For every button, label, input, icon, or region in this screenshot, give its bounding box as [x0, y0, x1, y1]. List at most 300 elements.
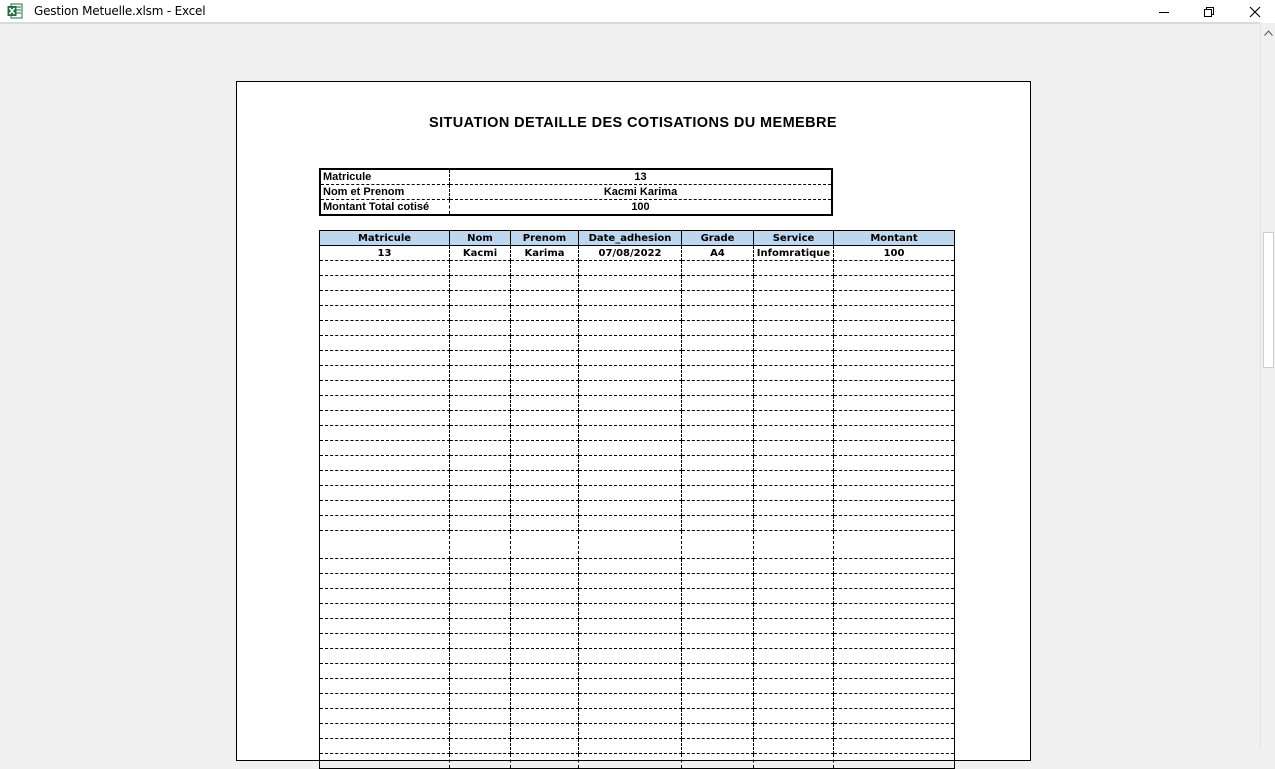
table-cell[interactable] [450, 276, 511, 291]
table-cell[interactable] [579, 531, 682, 559]
table-cell[interactable] [682, 709, 754, 724]
table-row [320, 471, 955, 486]
table-row [320, 619, 955, 634]
table-cell[interactable] [754, 649, 834, 664]
table-cell[interactable] [579, 589, 682, 604]
table-cell[interactable] [834, 261, 955, 276]
table-cell[interactable] [320, 754, 450, 769]
table-cell[interactable] [754, 441, 834, 456]
table-cell[interactable] [450, 754, 511, 769]
table-cell[interactable] [834, 366, 955, 381]
table-cell[interactable] [754, 366, 834, 381]
table-cell[interactable] [320, 411, 450, 426]
table-cell[interactable] [511, 634, 579, 649]
table-row [320, 709, 955, 724]
summary-value: 13 [450, 169, 833, 185]
table-cell[interactable] [834, 664, 955, 679]
table-cell[interactable] [834, 321, 955, 336]
table-cell[interactable] [450, 664, 511, 679]
table-cell[interactable] [450, 396, 511, 411]
table-cell[interactable] [834, 426, 955, 441]
table-cell[interactable] [579, 276, 682, 291]
table-cell[interactable]: 100 [834, 246, 955, 261]
table-cell[interactable] [320, 516, 450, 531]
table-cell[interactable] [450, 574, 511, 589]
table-cell[interactable] [511, 589, 579, 604]
table-row [320, 396, 955, 411]
table-cell[interactable] [834, 486, 955, 501]
table-cell[interactable] [450, 471, 511, 486]
table-cell[interactable] [834, 456, 955, 471]
table-cell[interactable] [754, 336, 834, 351]
table-cell[interactable] [579, 649, 682, 664]
table-row [320, 531, 955, 559]
table-cell[interactable] [834, 351, 955, 366]
table-cell[interactable] [320, 531, 450, 559]
table-row [320, 411, 955, 426]
table-cell[interactable] [320, 471, 450, 486]
table-cell[interactable] [834, 516, 955, 531]
table-row [320, 604, 955, 619]
table-cell[interactable] [450, 351, 511, 366]
table-cell[interactable] [754, 276, 834, 291]
vertical-scrollbar[interactable] [1260, 23, 1275, 749]
table-row [320, 516, 955, 531]
table-cell[interactable] [320, 261, 450, 276]
table-cell[interactable] [754, 724, 834, 739]
table-cell[interactable] [511, 336, 579, 351]
table-row [320, 426, 955, 441]
table-cell[interactable] [834, 381, 955, 396]
table-row [320, 486, 955, 501]
table-cell[interactable] [579, 441, 682, 456]
table-cell[interactable] [579, 501, 682, 516]
table-cell[interactable] [754, 604, 834, 619]
summary-row [320, 185, 832, 200]
table-row [320, 351, 955, 366]
table-cell[interactable]: Karima [511, 246, 579, 261]
summary-label: Matricule [320, 169, 450, 185]
table-cell[interactable] [682, 739, 754, 754]
table-cell[interactable] [320, 664, 450, 679]
table-cell[interactable] [511, 501, 579, 516]
table-cell[interactable] [682, 471, 754, 486]
table-row [320, 649, 955, 664]
table-cell[interactable] [320, 589, 450, 604]
restore-button[interactable] [1186, 0, 1232, 23]
table-cell[interactable] [579, 486, 682, 501]
table-cell[interactable] [450, 531, 511, 559]
print-preview-page [236, 81, 1031, 761]
table-cell[interactable] [320, 381, 450, 396]
table-cell[interactable] [579, 411, 682, 426]
table-cell[interactable] [511, 559, 579, 574]
table-cell[interactable] [834, 291, 955, 306]
column-header: Grade [682, 231, 754, 246]
table-cell[interactable] [754, 396, 834, 411]
table-cell[interactable] [579, 351, 682, 366]
table-cell[interactable] [579, 634, 682, 649]
table-cell[interactable] [511, 471, 579, 486]
table-cell[interactable] [682, 754, 754, 769]
table-cell[interactable] [834, 306, 955, 321]
table-cell[interactable] [579, 516, 682, 531]
table-cell[interactable] [682, 351, 754, 366]
table-cell[interactable]: 13 [320, 246, 450, 261]
table-cell[interactable] [754, 261, 834, 276]
table-cell[interactable] [511, 486, 579, 501]
table-cell[interactable] [320, 559, 450, 574]
table-cell[interactable]: Infomratique [754, 246, 834, 261]
table-cell[interactable] [579, 321, 682, 336]
table-cell[interactable] [579, 366, 682, 381]
table-cell[interactable] [754, 739, 834, 754]
table-cell[interactable] [320, 441, 450, 456]
table-cell[interactable] [320, 574, 450, 589]
table-cell[interactable] [682, 456, 754, 471]
table-cell[interactable] [682, 619, 754, 634]
table-cell[interactable] [682, 306, 754, 321]
table-cell[interactable] [511, 381, 579, 396]
table-cell[interactable] [320, 694, 450, 709]
table-cell[interactable] [754, 381, 834, 396]
table-cell[interactable] [579, 664, 682, 679]
table-cell[interactable] [320, 486, 450, 501]
table-row [320, 366, 955, 381]
table-cell[interactable] [450, 589, 511, 604]
table-cell[interactable] [834, 754, 955, 769]
table-row [320, 441, 955, 456]
table-cell[interactable] [754, 531, 834, 559]
table-cell[interactable]: A4 [682, 246, 754, 261]
table-row [320, 306, 955, 321]
table-cell[interactable] [320, 501, 450, 516]
table-cell[interactable] [754, 411, 834, 426]
table-cell[interactable] [450, 336, 511, 351]
table-cell[interactable] [579, 604, 682, 619]
table-cell[interactable] [682, 321, 754, 336]
table-row [320, 291, 955, 306]
table-cell[interactable] [682, 501, 754, 516]
table-cell[interactable] [320, 724, 450, 739]
table-cell[interactable] [754, 559, 834, 574]
table-cell[interactable] [579, 709, 682, 724]
table-cell[interactable] [320, 321, 450, 336]
table-cell[interactable] [450, 516, 511, 531]
table-cell[interactable] [579, 679, 682, 694]
table-cell[interactable] [450, 649, 511, 664]
close-icon [1249, 6, 1261, 18]
contributions-table [319, 230, 955, 769]
table-cell[interactable] [320, 619, 450, 634]
table-row [320, 754, 955, 769]
table-cell[interactable] [511, 396, 579, 411]
table-cell[interactable] [579, 724, 682, 739]
table-cell[interactable] [511, 441, 579, 456]
table-cell[interactable] [450, 411, 511, 426]
table-cell[interactable] [579, 291, 682, 306]
table-cell[interactable] [754, 634, 834, 649]
table-cell[interactable] [450, 321, 511, 336]
title-separator [0, 22, 1260, 24]
summary-label: Nom et Prenom [320, 185, 450, 200]
close-button[interactable] [1232, 0, 1275, 23]
summary-label: Montant Total cotisé [320, 200, 450, 216]
table-cell[interactable] [754, 516, 834, 531]
window-title: Gestion Metuelle.xlsm - Excel [34, 4, 206, 18]
table-cell[interactable] [579, 306, 682, 321]
table-cell[interactable] [320, 634, 450, 649]
table-cell[interactable] [682, 724, 754, 739]
table-cell[interactable] [834, 739, 955, 754]
table-cell[interactable] [834, 694, 955, 709]
table-cell[interactable] [320, 351, 450, 366]
table-cell[interactable] [834, 411, 955, 426]
table-cell[interactable] [511, 619, 579, 634]
table-cell[interactable] [320, 336, 450, 351]
summary-value: 100 [631, 200, 650, 213]
table-cell[interactable] [834, 441, 955, 456]
table-cell[interactable] [450, 291, 511, 306]
table-cell[interactable] [682, 679, 754, 694]
table-cell[interactable] [511, 291, 579, 306]
table-cell[interactable] [754, 351, 834, 366]
table-cell[interactable] [834, 276, 955, 291]
table-cell[interactable] [320, 276, 450, 291]
table-cell[interactable] [450, 306, 511, 321]
table-cell[interactable] [511, 724, 579, 739]
table-cell[interactable] [834, 619, 955, 634]
table-cell[interactable] [511, 261, 579, 276]
table-cell[interactable] [834, 709, 955, 724]
table-cell[interactable] [511, 709, 579, 724]
table-cell[interactable] [320, 456, 450, 471]
table-cell[interactable] [754, 619, 834, 634]
table-cell[interactable] [754, 291, 834, 306]
table-row [320, 276, 955, 291]
table-row [320, 261, 955, 276]
table-cell[interactable] [754, 589, 834, 604]
table-cell[interactable] [754, 754, 834, 769]
table-cell[interactable] [450, 679, 511, 694]
table-cell[interactable] [511, 754, 579, 769]
table-cell[interactable] [579, 619, 682, 634]
table-cell[interactable] [511, 456, 579, 471]
table-cell[interactable]: Kacmi [450, 246, 511, 261]
table-cell[interactable] [320, 426, 450, 441]
table-cell[interactable] [450, 619, 511, 634]
table-cell[interactable] [682, 381, 754, 396]
table-cell[interactable] [579, 456, 682, 471]
table-cell[interactable]: 07/08/2022 [579, 246, 682, 261]
table-cell[interactable] [320, 396, 450, 411]
column-header: Montant [834, 231, 955, 246]
table-cell[interactable] [834, 501, 955, 516]
table-cell[interactable] [682, 291, 754, 306]
table-cell[interactable] [579, 426, 682, 441]
table-cell[interactable] [579, 754, 682, 769]
table-cell[interactable] [511, 739, 579, 754]
table-cell[interactable] [579, 381, 682, 396]
table-cell[interactable] [754, 486, 834, 501]
table-row [320, 381, 955, 396]
table-cell[interactable] [579, 574, 682, 589]
member-summary-table [319, 168, 833, 216]
excel-icon [7, 3, 23, 19]
table-cell[interactable] [834, 574, 955, 589]
table-cell[interactable] [834, 559, 955, 574]
table-cell[interactable] [450, 604, 511, 619]
table-cell[interactable] [834, 604, 955, 619]
table-row [320, 634, 955, 649]
table-cell[interactable] [682, 441, 754, 456]
table-cell[interactable] [511, 531, 579, 559]
table-cell[interactable] [450, 366, 511, 381]
table-cell[interactable] [511, 694, 579, 709]
table-cell[interactable] [320, 604, 450, 619]
table-cell[interactable] [834, 471, 955, 486]
table-cell[interactable] [834, 679, 955, 694]
table-row [320, 559, 955, 574]
table-cell[interactable] [682, 604, 754, 619]
table-cell[interactable] [682, 276, 754, 291]
table-cell[interactable] [450, 709, 511, 724]
table-row [320, 246, 955, 261]
table-cell[interactable] [754, 426, 834, 441]
table-cell[interactable] [450, 486, 511, 501]
summary-row [320, 200, 832, 216]
table-cell[interactable] [682, 589, 754, 604]
table-cell[interactable] [450, 261, 511, 276]
table-cell[interactable] [579, 694, 682, 709]
table-cell[interactable] [754, 456, 834, 471]
table-cell[interactable] [579, 396, 682, 411]
column-header: Service [754, 231, 834, 246]
table-cell[interactable] [754, 574, 834, 589]
scroll-up-arrow-icon[interactable] [1263, 27, 1274, 38]
table-cell[interactable] [511, 411, 579, 426]
table-cell[interactable] [450, 501, 511, 516]
table-row [320, 694, 955, 709]
table-cell[interactable] [450, 456, 511, 471]
table-cell[interactable] [834, 589, 955, 604]
table-cell[interactable] [754, 679, 834, 694]
table-cell[interactable] [450, 739, 511, 754]
table-cell[interactable] [754, 321, 834, 336]
table-row [320, 574, 955, 589]
minimize-icon [1158, 6, 1170, 18]
table-cell[interactable] [579, 739, 682, 754]
table-cell[interactable] [450, 724, 511, 739]
table-cell[interactable] [579, 471, 682, 486]
table-cell[interactable] [511, 276, 579, 291]
table-cell[interactable] [682, 516, 754, 531]
table-cell[interactable] [754, 709, 834, 724]
table-cell[interactable] [511, 426, 579, 441]
table-cell[interactable] [511, 574, 579, 589]
table-cell[interactable] [682, 366, 754, 381]
table-cell[interactable] [754, 694, 834, 709]
table-cell[interactable] [834, 531, 955, 559]
table-cell[interactable] [682, 574, 754, 589]
table-cell[interactable] [511, 679, 579, 694]
table-cell[interactable] [754, 664, 834, 679]
table-cell[interactable] [320, 366, 450, 381]
table-cell[interactable] [754, 501, 834, 516]
restore-icon [1203, 6, 1215, 18]
table-cell[interactable] [682, 396, 754, 411]
column-header: Nom [450, 231, 511, 246]
table-cell[interactable] [450, 426, 511, 441]
table-cell[interactable] [450, 634, 511, 649]
table-cell[interactable] [511, 516, 579, 531]
column-header: Prenom [511, 231, 579, 246]
table-cell[interactable] [754, 471, 834, 486]
table-cell[interactable] [682, 559, 754, 574]
table-cell[interactable] [834, 724, 955, 739]
table-cell[interactable] [320, 291, 450, 306]
table-cell[interactable] [682, 694, 754, 709]
table-cell[interactable] [682, 634, 754, 649]
table-cell[interactable] [511, 649, 579, 664]
table-cell[interactable] [511, 604, 579, 619]
report-title: SITUATION DETAILLE DES COTISATIONS DU MEMEBRE [429, 115, 837, 131]
table-cell[interactable] [511, 321, 579, 336]
table-cell[interactable] [682, 664, 754, 679]
table-cell[interactable] [579, 559, 682, 574]
summary-row [320, 169, 832, 185]
table-cell[interactable] [320, 679, 450, 694]
summary-value: Kacmi Karima [450, 185, 833, 200]
table-cell[interactable] [320, 649, 450, 664]
table-cell[interactable] [834, 649, 955, 664]
table-cell[interactable] [682, 336, 754, 351]
table-cell[interactable] [450, 694, 511, 709]
table-cell[interactable] [682, 261, 754, 276]
table-cell[interactable] [682, 411, 754, 426]
table-cell[interactable] [579, 261, 682, 276]
table-cell[interactable] [682, 531, 754, 559]
table-row [320, 456, 955, 471]
title-bar [0, 0, 1275, 23]
table-cell[interactable] [511, 351, 579, 366]
table-cell[interactable] [682, 486, 754, 501]
table-cell[interactable] [450, 441, 511, 456]
table-cell[interactable] [320, 306, 450, 321]
table-row [320, 724, 955, 739]
scrollbar-thumb[interactable] [1263, 232, 1274, 368]
table-cell[interactable] [511, 366, 579, 381]
table-cell[interactable] [450, 381, 511, 396]
table-row [320, 321, 955, 336]
minimize-button[interactable] [1141, 0, 1187, 23]
table-cell[interactable] [320, 709, 450, 724]
table-cell[interactable] [834, 396, 955, 411]
table-cell[interactable] [834, 336, 955, 351]
table-cell[interactable] [511, 664, 579, 679]
table-cell[interactable] [834, 634, 955, 649]
table-row [320, 739, 955, 754]
table-cell[interactable] [450, 559, 511, 574]
table-row [320, 664, 955, 679]
table-cell[interactable] [320, 739, 450, 754]
table-cell[interactable] [682, 649, 754, 664]
table-cell[interactable] [511, 306, 579, 321]
table-cell[interactable] [579, 336, 682, 351]
table-cell[interactable] [754, 306, 834, 321]
table-cell[interactable] [682, 426, 754, 441]
table-row [320, 501, 955, 516]
